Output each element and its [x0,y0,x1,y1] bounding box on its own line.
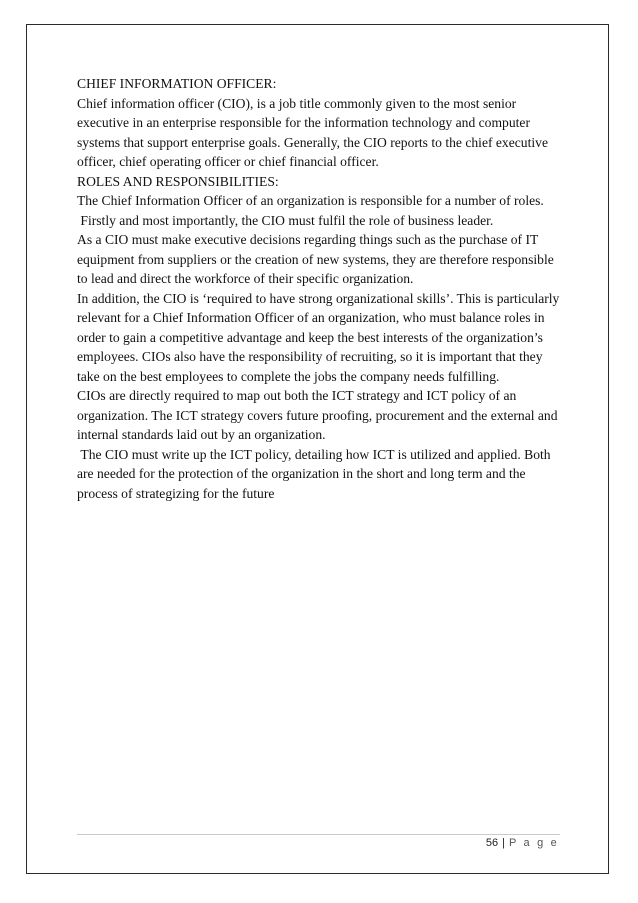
page-label: P a g e [508,837,559,849]
document-body [77,74,567,503]
roles-paragraph: In addition, the CIO is ‘required to have strong organizational skills’. This is particularly relevant for a Chief Information Officer of an organization, who must balance roles in order to gain a competitive advantage and keep the best interests of the organization’s employees. CIOs also have the responsibility of recruiting, so it is important that they take on the best employees to complete the jobs the company needs fulfilling. [77,290,560,384]
page-number: 56 [485,837,499,849]
roles-paragraph: CIOs are directly required to map out both the ICT strategy and ICT policy of an organization. The ICT strategy covers future proofing, procurement and the external and internal standards laid out by an organization. [77,388,558,442]
roles-paragraph: As a CIO must make executive decisions regarding things such as the purchase of IT equipment from suppliers or the creation of new systems, they are therefore responsible to lead and direct the workforce of their specific organization. [77,232,554,286]
roles-paragraph: The Chief Information Officer of an organization is responsible for a number of roles. [77,193,544,208]
section-heading-cio: CHIEF INFORMATION OFFICER: [77,76,277,91]
roles-paragraph: Firstly and most importantly, the CIO must fulfil the role of business leader. [77,212,494,228]
section-heading-roles: ROLES AND RESPONSIBILITIES: [77,173,279,189]
footer-separator: | [502,837,505,849]
roles-paragraph: The CIO must write up the ICT policy, detailing how ICT is utilized and applied. Both are needed for the protection of the organization in the short and long term and the process of strategizing for the future [77,446,554,501]
footer-divider [77,834,560,835]
page-footer [486,837,559,849]
cio-definition-paragraph: Chief information officer (CIO), is a job title commonly given to the most senior executive in an enterprise responsible for the information technology and computer systems that support enterprise goals. Generally, the CIO reports to the chief executive officer, chief operating officer or chief financial officer. [77,95,548,169]
